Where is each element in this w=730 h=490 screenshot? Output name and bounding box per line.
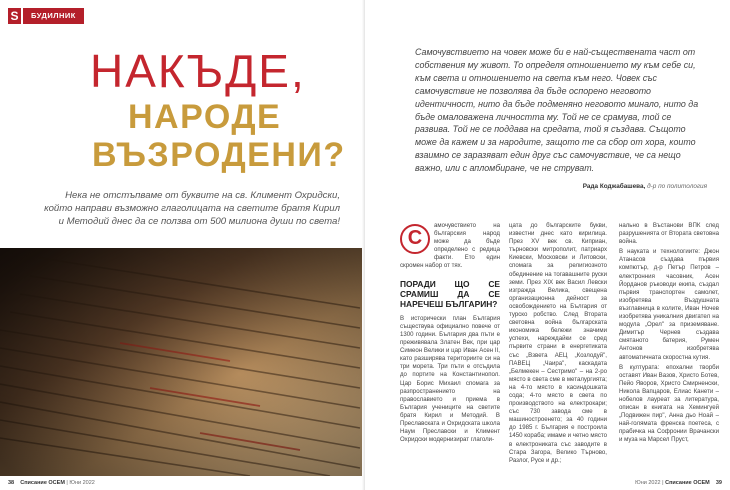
manuscript-photo	[0, 248, 368, 476]
article-title-line-2: НАРОДЕ	[128, 98, 282, 136]
column-3-text-3: В културата: епохални творби оставят Иван Вазов, Христо Ботев, Пейо Яворов, Христо Смирненски, Никола Вапцаров, Елиас Канети – нобелов лауреат за литература, описан в книгата на Хемингуей „Подвижен пир", Анна дьо Ноай – най-голямата френска поетеса, с прабичка на Софронии Врачански и муза на Марсел Пруст,	[619, 363, 719, 444]
section-tab: БУДИЛНИК	[23, 8, 84, 24]
article-column-1	[400, 222, 500, 446]
footer-right: Юни 2022 | Списание ОСЕМ 39	[635, 480, 722, 486]
article-title-line-3: ВЪЗРОДЕНИ?	[92, 136, 346, 174]
column-1-text: В исторически план България съществува официално повече от 1300 години. България два пъти е преживявала Златен Век, при цар Симеон Велики и цар Иван Асен II, като разширява териториите си на три морета. Три пъти е отсъдила до портите на Константинопол. Цар Борис Михаил спомага за разпространението на православието и приема в България учениците на светите братя Кирил и Методий. В Преславската и Охридската школа Наум Преславски и Климент Охридски модернизират глаголи-	[400, 314, 500, 444]
author-name: Рада Коджабашева,	[582, 183, 646, 190]
left-magazine-name: Списание ОСЕМ	[20, 480, 65, 486]
footer-left: 38 Списание ОСЕМ | Юни 2022	[8, 480, 95, 486]
column-3-text-1: нально в Въстанови ВПК след разрушенията от Втората световна война.	[619, 222, 719, 246]
column-3-text-2: В науката и технологиите: Джон Атанасов създава първия компютър, д-р Петър Петров – електронния часовник, Асен Йорданов ръководи екипа, създал първия транспортен самолет, изобретява Въздушната възглавница в колите, Иван Ночев изобретява уникалния двигател на модула „Орел" за приземяване. Димитър Чернев създава смятаното батерия, Румен Антонов изобретява автоматичната скоростна кутия.	[619, 248, 719, 361]
magazine-logo: S	[8, 8, 21, 24]
article-column-2	[509, 222, 607, 467]
column-2-text: цата до българските букви, известни днес като кирилица. През XV век св. Киприан, търновски митрополит, патриарх Киевски, Московски и Литовски, спомага за религиозното обединение на тогавашните руски земи. През XIX век Васил Левски изгражда Велика, свещена организационна дейност за освобождението на България от турско робство. След Втората световна война българската икономика бележи значими успехи, нареждайки се сред първите страни в енергетиката със „Взвета АЕЦ „Козлодуй", ПАВЕЦ „Чаира", каскадата „Белмекен – Сестримо" – на 2-ро място в света сме в металургията; на 4-то място в касиндошката сода; 4-то място в света по производството на електрокари; със 730 завода сме в машиностроенето; за 40 години до 1985 г. България е построила 1450 корабa; имаме и четно място в електрониката със заводите в Стара Загора, Велико Търново, Разлог, Русе и др.;	[509, 222, 608, 464]
left-page-number: 38	[8, 480, 15, 486]
right-magazine-name: Списание ОСЕМ	[665, 480, 710, 486]
drop-cap: С	[400, 224, 430, 254]
pull-quote: Самочувствието на човек може би е най-съществената част от собствения му живот. То определя отношението му към себе си, към света и отношението на света към него. Човек със самочувствие не позволява да бъде оспорено неговото идентичност, нито да бъде подменяно неговото минало, нито да бъде омаловажена личността му. Той не се срамува, той се развива. Той не се поддава на средата, той я създава. Същото може да кажем и за народите, защото те са сбор от хора, които взаимно се заразяват един друг със самочувствие, че са нещо важно, или с апломбиране, че не струват.	[415, 47, 699, 174]
article-title-line-1: НАКЪДЕ,	[90, 45, 306, 97]
quote-attribution	[485, 183, 707, 190]
article-lead: Нека не отстъпваме от буквите на св. Климент Охридски, който направи възможно глаголицата на светите братя Кирил и Методий днес да се ползва от 500 милиона души по света!	[44, 190, 340, 227]
right-page	[365, 0, 730, 490]
left-issue-date: Юни 2022	[69, 480, 95, 486]
author-role: д-р по политология	[647, 183, 707, 190]
right-issue-date: Юни 2022	[635, 480, 661, 486]
article-intro: амочувствието на българския народ може да бъде определено с редица факти. Ето един скромен набор от тях.	[400, 222, 500, 270]
right-page-number: 39	[715, 480, 722, 486]
article-column-3	[619, 222, 719, 447]
article-subhead: ПОРАДИ ЩО СЕ СРАМИШ ДА СЕ НАРЕЧЕШ БЪЛГАРИН?	[400, 278, 500, 309]
